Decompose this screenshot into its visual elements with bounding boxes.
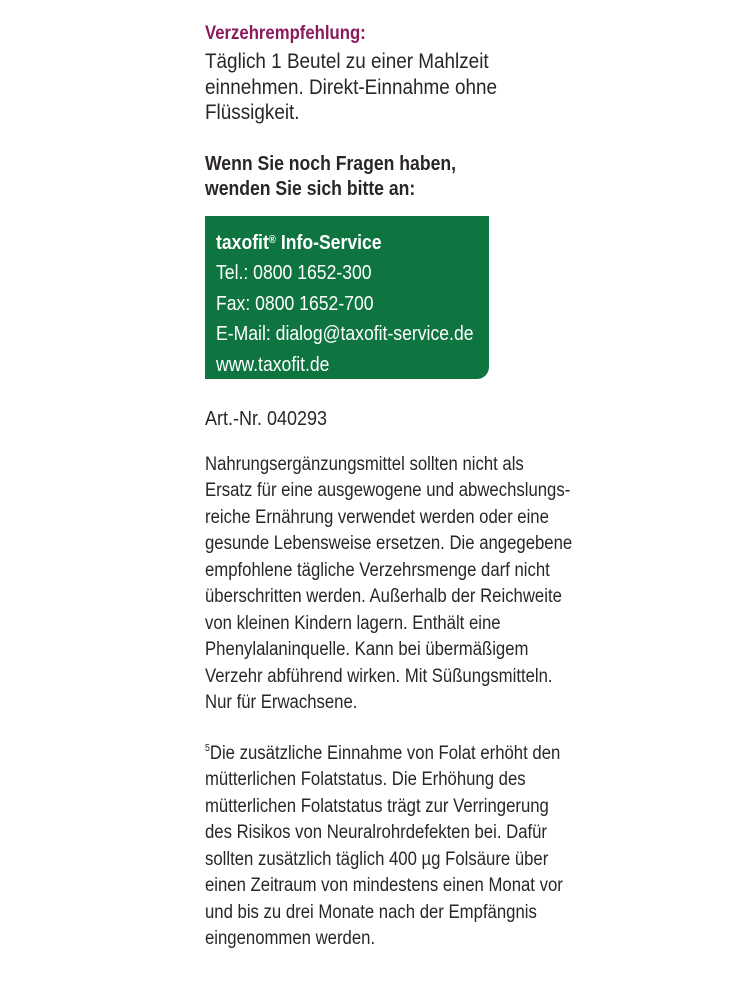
usage-line: einnehmen. Direkt-Einnahme ohne	[205, 75, 498, 99]
registered-mark: ®	[268, 233, 276, 246]
info-service-title	[216, 225, 456, 259]
usage-text	[205, 49, 529, 126]
footnote-line: des Risikos von Neuralrohrdefekten bei. Dafür	[205, 822, 548, 843]
footnote-line: und bis zu drei Monate nach der Empfängnis	[205, 901, 537, 923]
warning-line: gesunde Lebensweise ersetzen. Die angegebene	[205, 533, 573, 554]
footnote-line: sollten zusätzlich täglich 400 µg Folsäure über	[205, 848, 549, 870]
contact-intro-line: wenden Sie sich bitte an:	[205, 177, 416, 200]
info-service-box	[205, 216, 489, 379]
contact-intro-line: Wenn Sie noch Fragen haben,	[205, 152, 457, 175]
brand-name: taxofit	[216, 231, 269, 254]
phone-number: Tel.: 0800 1652-300	[216, 262, 372, 284]
product-label-text	[205, 22, 725, 972]
footnote-line: $^5$Die zusätzliche Einnahme von Folat erhöht den	[205, 742, 561, 764]
usage-line: Täglich 1 Beutel zu einer Mahlzeit	[205, 50, 489, 73]
usage-line: Flüssigkeit.	[205, 101, 300, 124]
article-number: Art.-Nr. 040293	[205, 407, 328, 430]
warning-line: empfohlene tägliche Verzehrsmenge darf nicht	[205, 559, 550, 581]
warning-line: Verzehr abführend wirken. Mit Süßungsmitteln.	[205, 665, 553, 687]
website-url: www.taxofit.de	[216, 353, 330, 376]
warning-line: Nur für Erwachsene.	[205, 692, 358, 713]
footnote-marker: 5	[205, 742, 210, 754]
warning-line: überschritten werden. Außerhalb der Reichweite	[205, 586, 562, 607]
service-label: Info-Service	[275, 231, 382, 254]
footnote-line: mütterlichen Folatstatus. Die Erhöhung des	[205, 769, 526, 790]
fax-number: Fax: 0800 1652-700	[216, 292, 374, 315]
usage-heading: Verzehrempfehlung:	[205, 23, 366, 44]
email-address: E-Mail: dialog@taxofit-service.de	[216, 323, 474, 345]
footnote-line: eingenommen werden.	[205, 928, 376, 949]
warning-paragraph	[205, 452, 573, 717]
warning-line: reiche Ernährung verwendet werden oder eine	[205, 506, 549, 528]
warning-line: Ersatz für eine ausgewogene und abwechslungs-	[205, 480, 571, 501]
warning-line: Nahrungsergänzungsmittel sollten nicht als	[205, 453, 524, 475]
warning-line: Phenylalaninquelle. Kann bei übermäßigem	[205, 639, 529, 660]
footnote-paragraph	[205, 736, 563, 953]
contact-intro	[205, 152, 495, 202]
footnote-line: einen Zeitraum von mindestens einen Monat vor	[205, 875, 563, 896]
warning-line: von kleinen Kindern lagern. Enthält eine	[205, 612, 501, 634]
footnote-line: mütterlichen Folatstatus trägt zur Verringerung	[205, 795, 549, 817]
